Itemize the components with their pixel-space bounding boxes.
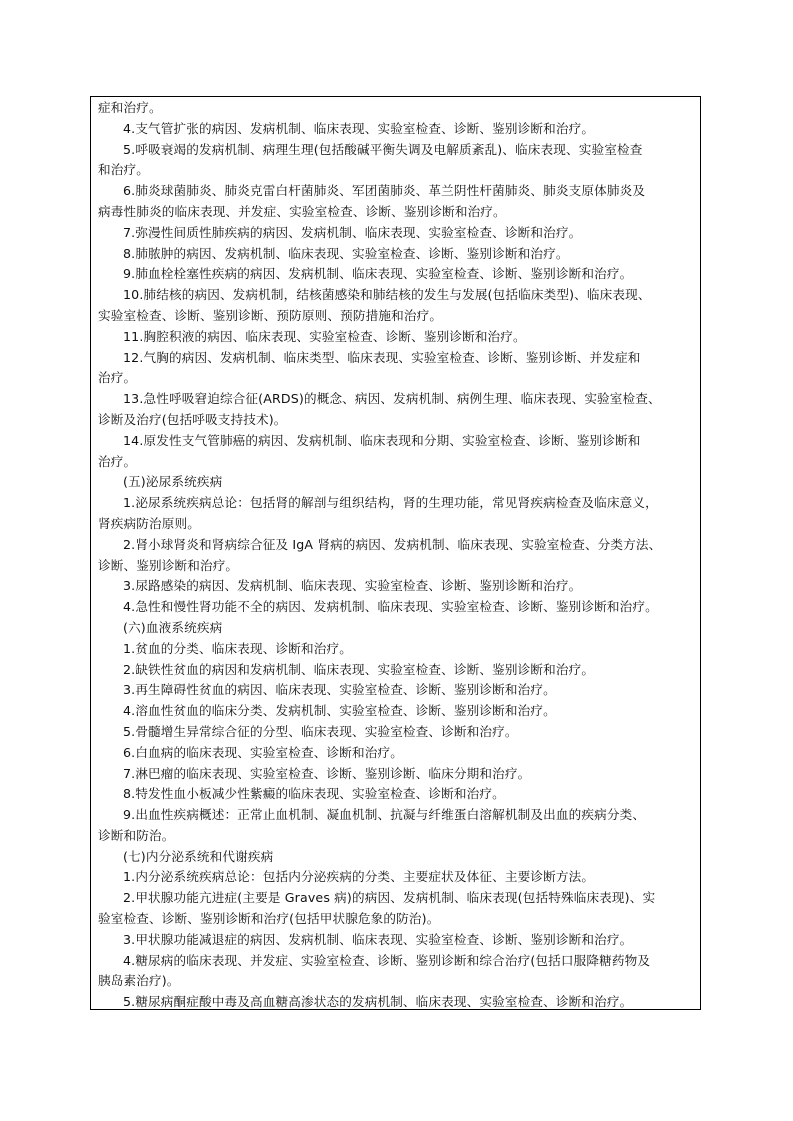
text-line: 病毒性肺炎的临床表现、并发症、实验室检查、诊断、鉴别诊断和治疗。 bbox=[98, 203, 506, 219]
text-line: 4.溶血性贫血的临床分类、发病机制、实验室检查、诊断、鉴别诊断和治疗。 bbox=[123, 703, 556, 719]
text-line: 1.内分泌系统疾病总论：包括内分泌疾病的分类、主要症状及体征、主要诊断方法。 bbox=[123, 869, 595, 885]
text-line: 2.缺铁性贫血的病因和发病机制、临床表现、实验室检查、诊断、鉴别诊断和治疗。 bbox=[123, 661, 595, 677]
text-line: 3.尿路感染的病因、发病机制、临床表现、实验室检查、诊断、鉴别诊断和治疗。 bbox=[123, 578, 582, 594]
text-line: (五)泌尿系统疾病 bbox=[123, 474, 223, 490]
text-line: 11.胸腔积液的病因、临床表现、实验室检查、诊断、鉴别诊断和治疗。 bbox=[123, 328, 526, 344]
text-line: (七)内分泌系统和代谢疾病 bbox=[123, 848, 274, 864]
text-line: 和治疗。 bbox=[98, 162, 149, 178]
text-line: 验室检查、诊断、鉴别诊断和治疗(包括甲状腺危象的防治)。 bbox=[98, 911, 440, 927]
text-line: 诊断和防治。 bbox=[98, 827, 175, 843]
text-line: 胰岛素治疗)。 bbox=[98, 973, 180, 989]
text-line: 5.糖尿病酮症酸中毒及高血糖高渗状态的发病机制、临床表现、实验室检查、诊断和治疗。 bbox=[123, 994, 633, 1010]
text-line: 1.泌尿系统疾病总论：包括肾的解剖与组织结构，肾的生理功能，常见肾疾病检查及临床意义， bbox=[123, 495, 658, 511]
text-line: 治疗。 bbox=[98, 370, 137, 386]
text-line: 4.急性和慢性肾功能不全的病因、发病机制、临床表现、实验室检查、诊断、鉴别诊断和治疗。 bbox=[123, 599, 658, 615]
text-line: 治疗。 bbox=[98, 453, 137, 469]
syllabus-content-box bbox=[90, 96, 701, 1010]
text-line: 实验室检查、诊断、鉴别诊断、预防原则、预防措施和治疗。 bbox=[98, 307, 443, 323]
text-line: 3.再生障碍性贫血的病因、临床表现、实验室检查、诊断、鉴别诊断和治疗。 bbox=[123, 682, 556, 698]
text-line: 12.气胸的病因、发病机制、临床类型、临床表现、实验室检查、诊断、鉴别诊断、并发症和 bbox=[123, 349, 641, 365]
text-line: 9.出血性疾病概述：正常止血机制、凝血机制、抗凝与纤维蛋白溶解机制及出血的疾病分类、 bbox=[123, 807, 646, 823]
text-line: 8.特发性血小板减少性紫癜的临床表现、实验室检查、诊断和治疗。 bbox=[123, 786, 505, 802]
text-line: 肾疾病防治原则。 bbox=[98, 515, 200, 531]
text-line: 7.淋巴瘤的临床表现、实验室检查、诊断、鉴别诊断、临床分期和治疗。 bbox=[123, 765, 531, 781]
text-line: 9.肺血栓栓塞性疾病的病因、发病机制、临床表现、实验室检查、诊断、鉴别诊断和治疗。 bbox=[123, 266, 633, 282]
text-line: 2.甲状腺功能亢进症(主要是 Graves 病)的病因、发病机制、临床表现(包括特殊临床表现)、实 bbox=[123, 890, 656, 906]
text-line: 6.白血病的临床表现、实验室检查、诊断和治疗。 bbox=[123, 744, 403, 760]
text-line: 诊断、鉴别诊断和治疗。 bbox=[98, 557, 239, 573]
text-line: 症和治疗。 bbox=[98, 100, 162, 115]
text-line: 5.呼吸衰竭的发病机制、病理生理(包括酸碱平衡失调及电解质紊乱)、临床表现、实验室检查 bbox=[123, 141, 643, 157]
text-line: 3.甲状腺功能减退症的病因、发病机制、临床表现、实验室检查、诊断、鉴别诊断和治疗。 bbox=[123, 931, 633, 947]
text-line: 6.肺炎球菌肺炎、肺炎克雷白杆菌肺炎、军团菌肺炎、革兰阴性杆菌肺炎、肺炎支原体肺炎及 bbox=[123, 183, 646, 199]
text-line: (六)血液系统疾病 bbox=[123, 619, 223, 635]
text-line: 7.弥漫性间质性肺疾病的病因、发病机制、临床表现、实验室检查、诊断和治疗。 bbox=[123, 224, 582, 240]
text-line: 14.原发性支气管肺癌的病因、发病机制、临床表现和分期、实验室检查、诊断、鉴别诊断和 bbox=[123, 432, 641, 448]
text-line: 2.肾小球肾炎和肾病综合征及 IgA 肾病的病因、发病机制、临床表现、实验室检查、分类方法、 bbox=[123, 536, 662, 552]
text-line: 13.急性呼吸窘迫综合征(ARDS)的概念、病因、发病机制、病例生理、临床表现、实验室检查、 bbox=[123, 391, 661, 407]
text-line: 8.肺脓肿的病因、发病机制、临床表现、实验室检查、诊断、鉴别诊断和治疗。 bbox=[123, 245, 569, 261]
text-line: 诊断及治疗(包括呼吸支持技术)。 bbox=[98, 411, 287, 427]
text-line: 4.支气管扩张的病因、发病机制、临床表现、实验室检查、诊断、鉴别诊断和治疗。 bbox=[123, 120, 595, 136]
text-line: 1.贫血的分类、临床表现、诊断和治疗。 bbox=[123, 640, 352, 656]
text-line: 4.糖尿病的临床表现、并发症、实验室检查、诊断、鉴别诊断和综合治疗(包括口服降糖药物及 bbox=[123, 952, 651, 968]
text-line: 10.肺结核的病因、发病机制，结核菌感染和肺结核的发生与发展(包括临床类型)、临床表现、 bbox=[123, 287, 651, 303]
text-line: 5.骨髓增生异常综合征的分型、临床表现、实验室检查、诊断和治疗。 bbox=[123, 723, 518, 739]
